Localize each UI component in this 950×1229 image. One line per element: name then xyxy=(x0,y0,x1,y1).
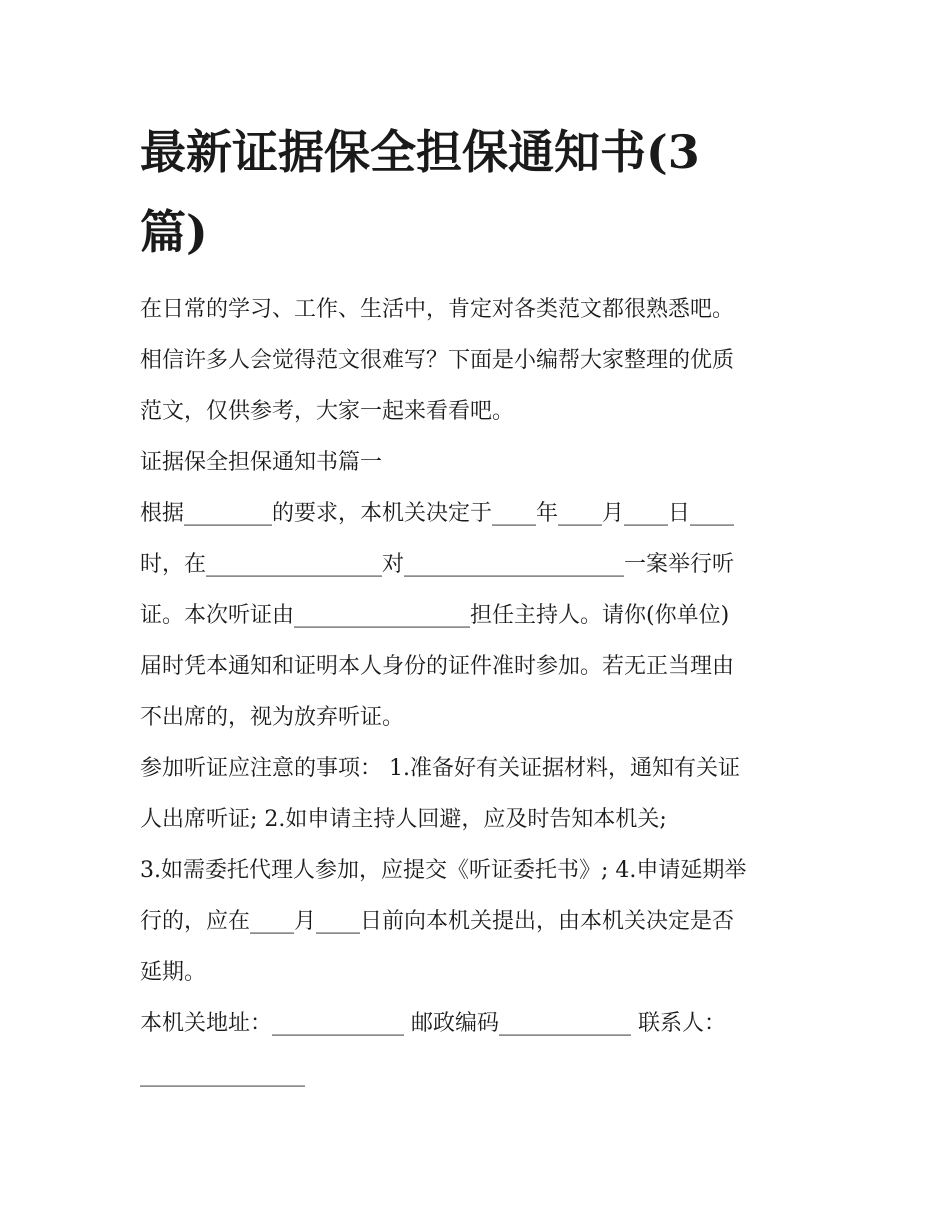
body-line: 不出席的，视为放弃听证。 xyxy=(140,705,405,730)
body-line: 本机关地址：____________ 邮政编码____________ 联系人： xyxy=(140,1011,726,1036)
body-line: 参加听证应注意的事项： 1.准备好有关证据材料，通知有关证 xyxy=(140,756,740,781)
body-line: 根据________的要求，本机关决定于____年____月____日____ xyxy=(140,501,735,526)
body-line: 行的，应在____月____日前向本机关提出，由本机关决定是否 xyxy=(140,909,735,934)
body-line: _______________ xyxy=(140,1062,305,1087)
document-title xyxy=(140,112,812,272)
body-line: 相信许多人会觉得范文很难写？下面是小编帮大家整理的优质 xyxy=(140,348,735,373)
document-body xyxy=(140,284,812,1100)
body-line: 在日常的学习、工作、生活中，肯定对各类范文都很熟悉吧。 xyxy=(140,297,735,322)
section-heading: 证据保全担保通知书篇一 xyxy=(140,450,383,475)
title-line-1: 最新证据保全担保通知书(3 xyxy=(140,125,700,179)
body-line: 范文，仅供参考，大家一起来看看吧。 xyxy=(140,399,515,424)
title-line-2: 篇) xyxy=(140,205,208,259)
body-line: 时，在________________对____________________一案举行听 xyxy=(140,552,735,577)
body-line: 届时凭本通知和证明本人身份的证件准时参加。若无正当理由 xyxy=(140,654,735,679)
document-page xyxy=(140,112,812,1100)
body-line: 证。本次听证由________________担任主持人。请你(你单位) xyxy=(140,603,730,628)
body-line: 3.如需委托代理人参加，应提交《听证委托书》; 4.申请延期举 xyxy=(140,858,747,883)
body-line: 人出席听证; 2.如申请主持人回避，应及时告知本机关; xyxy=(140,807,667,832)
body-line: 延期。 xyxy=(140,960,207,985)
